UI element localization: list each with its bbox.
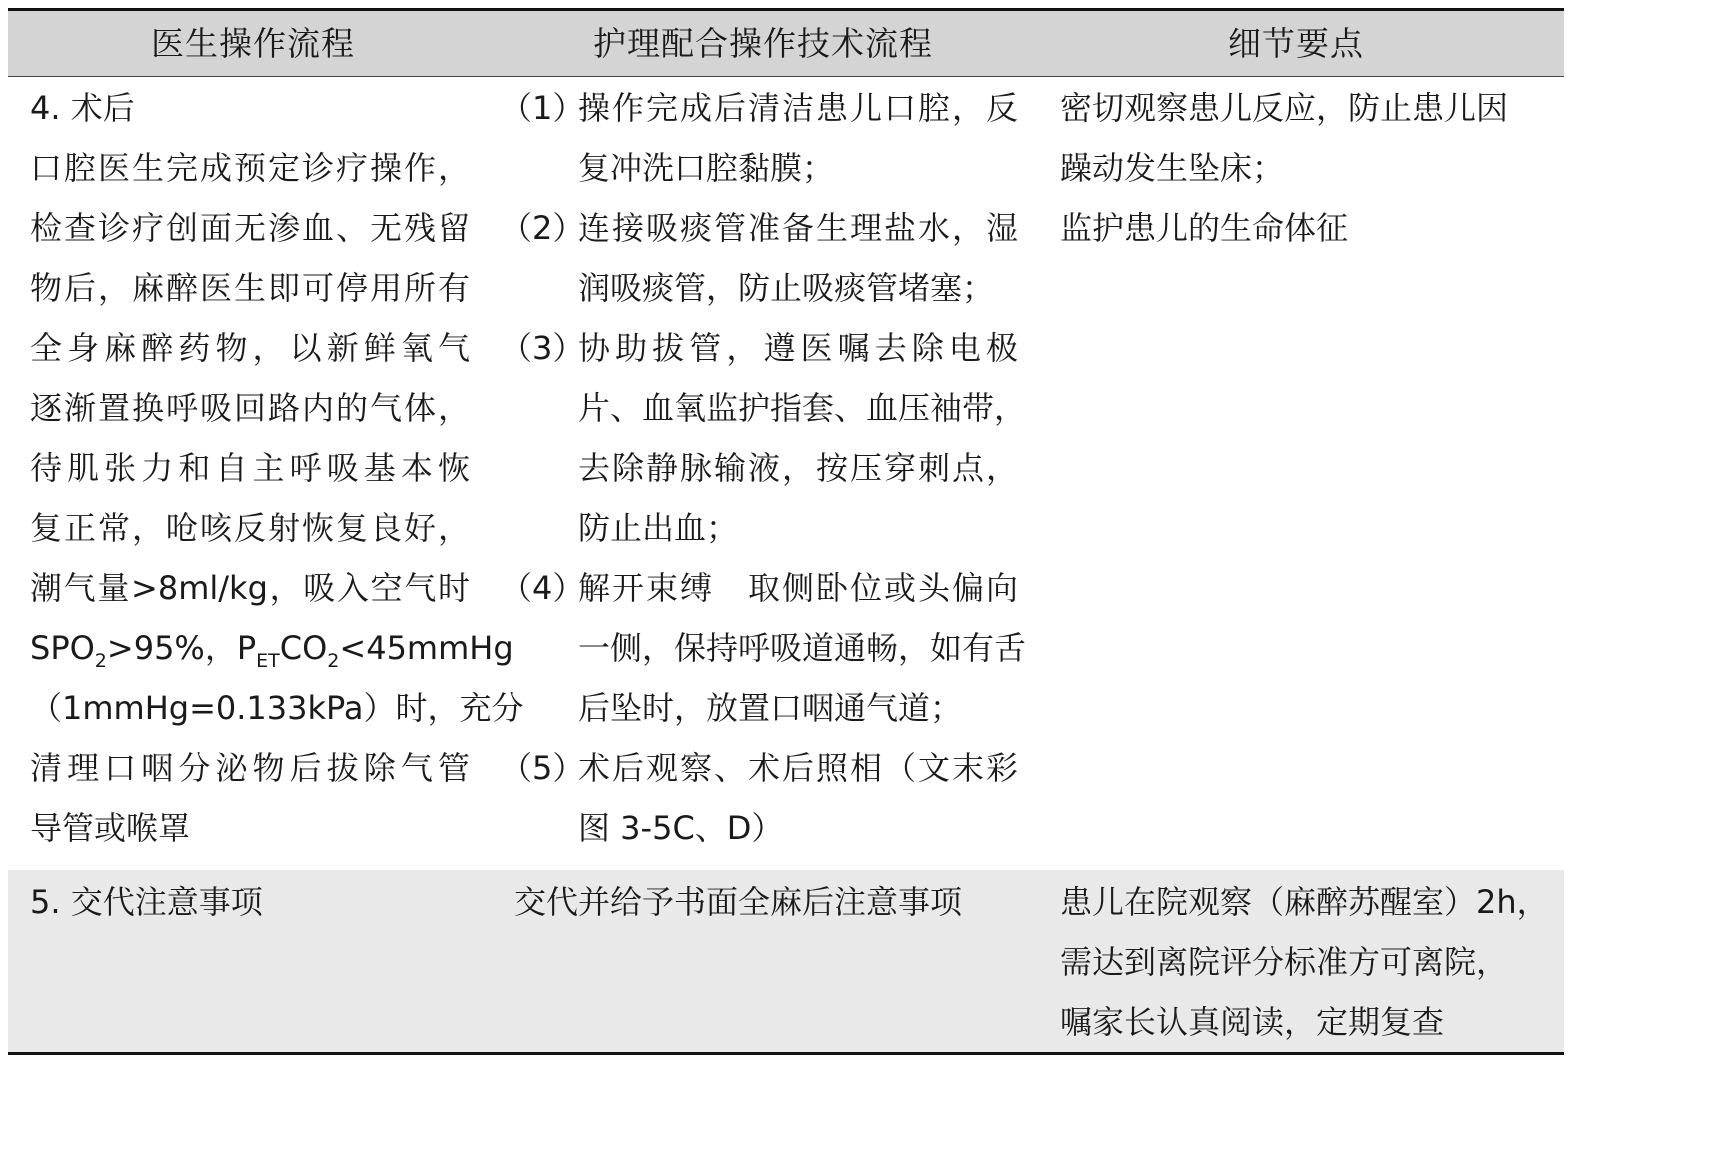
header-key-points: 细节要点 — [1228, 24, 1364, 63]
doctor-text-line: 物后，麻醉医生即可停用所有 — [30, 269, 470, 307]
doctor-text-line: 全身麻醉药物，以新鲜氧气 — [30, 329, 470, 367]
nursing-text-line: 复冲洗口腔黏膜； — [578, 149, 835, 187]
doctor-text-line: 检查诊疗创面无渗血、无残留 — [30, 209, 470, 247]
formula-spo: SPO — [30, 629, 95, 667]
key-point-line: 躁动发生坠床； — [1060, 149, 1285, 187]
nursing-step-number: （2） — [500, 209, 585, 247]
doctor-text-line: （1mmHg=0.133kPa）时，充分 — [30, 689, 524, 727]
nursing-text-line: 图 3-5C、D） — [578, 809, 784, 847]
nursing-text-line: 操作完成后清洁患儿口腔，反 — [578, 89, 1018, 127]
nursing-text-line: 交代并给予书面全麻后注意事项 — [514, 883, 963, 921]
formula-subscript: ET — [256, 650, 280, 672]
doctor-text-line: 潮气量>8ml/kg，吸入空气时 — [30, 569, 470, 607]
formula-co-value: <45mmHg — [339, 629, 514, 667]
doctor-text-line: 待肌张力和自主呼吸基本恢 — [30, 449, 470, 487]
key-point-line: 监护患儿的生命体征 — [1060, 209, 1349, 247]
nursing-text-line: 片、血氧监护指套、血压袖带， — [578, 389, 1027, 427]
nursing-text-line: 解开束缚 取侧卧位或头偏向 — [578, 569, 1018, 607]
nursing-text-line: 防止出血； — [578, 509, 739, 547]
nursing-text-line: 去除静脉输液，按压穿刺点， — [578, 449, 1018, 487]
formula-spo-value: >95%，P — [106, 629, 257, 667]
nursing-step-number: （5） — [500, 749, 585, 787]
key-point-line: 患儿在院观察（麻醉苏醒室）2h， — [1060, 883, 1549, 921]
nursing-text-line: 后坠时，放置口咽通气道； — [578, 689, 963, 727]
nursing-step-number: （1） — [500, 89, 585, 127]
doctor-text-line: 复正常，呛咳反射恢复良好， — [30, 509, 470, 547]
step-heading: 5. 交代注意事项 — [30, 883, 263, 921]
nursing-text-line: 润吸痰管，防止吸痰管堵塞； — [578, 269, 995, 307]
doctor-text-line: 逐渐置换呼吸回路内的气体， — [30, 389, 470, 427]
table-bottom-rule — [8, 1052, 1564, 1055]
step-heading: 4. 术后 — [30, 89, 135, 127]
formula-subscript: 2 — [327, 650, 340, 672]
nursing-text-line: 连接吸痰管准备生理盐水，湿 — [578, 209, 1018, 247]
doctor-text-line: 导管或喉罩 — [30, 809, 191, 847]
key-point-line: 密切观察患儿反应，防止患儿因 — [1060, 89, 1509, 127]
formula-co: CO — [279, 629, 328, 667]
nursing-step-number: （3） — [500, 329, 585, 367]
doctor-text-line: 口腔医生完成预定诊疗操作， — [30, 149, 470, 187]
formula-subscript: 2 — [94, 650, 107, 672]
doctor-text-line: 清理口咽分泌物后拔除气管 — [30, 749, 470, 787]
key-point-line: 嘱家长认真阅读，定期复查 — [1060, 1003, 1445, 1041]
nursing-text-line: 一侧，保持呼吸道通畅，如有舌 — [578, 629, 1027, 667]
nursing-step-number: （4） — [500, 569, 585, 607]
header-doctor-procedure: 医生操作流程 — [151, 24, 355, 63]
nursing-text-line: 术后观察、术后照相（文末彩 — [578, 749, 1018, 787]
key-point-line: 需达到离院评分标准方可离院， — [1060, 943, 1509, 981]
doctor-text-line-formula — [30, 618, 514, 678]
header-nursing-procedure: 护理配合操作技术流程 — [593, 24, 933, 63]
nursing-text-line: 协助拔管，遵医嘱去除电极 — [578, 329, 1018, 367]
